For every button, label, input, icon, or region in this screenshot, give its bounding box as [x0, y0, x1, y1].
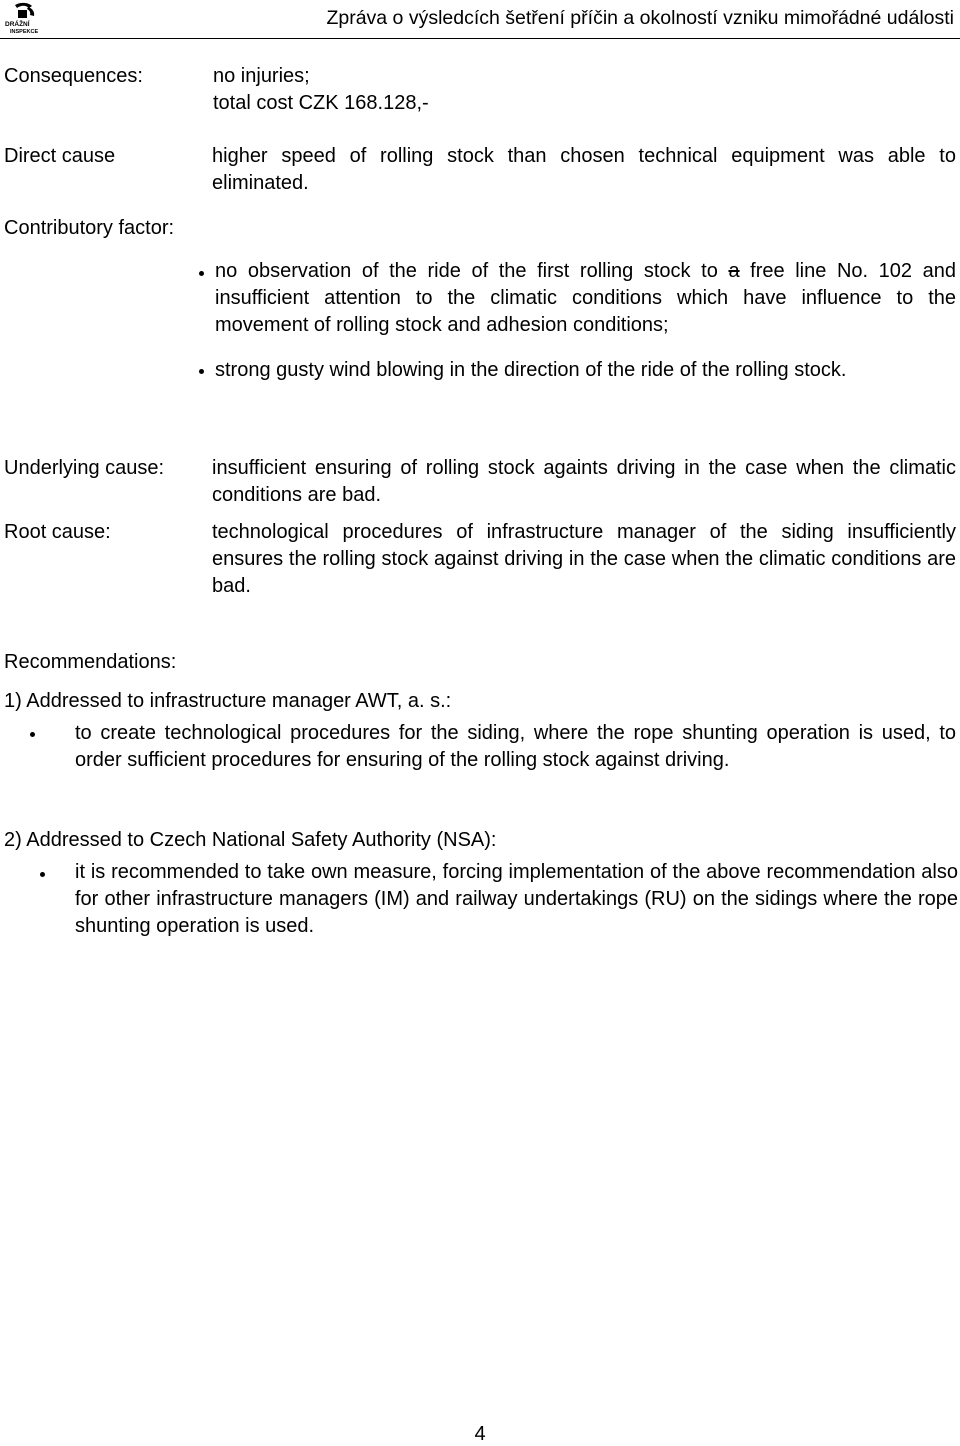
recommendations-label: Recommendations: [4, 651, 177, 673]
root-cause-text: technological procedures of infrastructure manager of the siding insufficiently ensures the rolling stock against driving in the case when the climatic conditions are bad. [212, 521, 956, 597]
contributory-item-1-before: no observation of the ride of the first rolling stock to [215, 260, 729, 282]
recommendation-1-item: to create technological procedures for the siding, where the rope shunting operation is used, to order sufficient procedures for ensuring of the rolling stock against driving. [75, 722, 956, 771]
contributory-item-1-struck: a [728, 260, 740, 282]
recommendation-2-bullet [40, 872, 45, 877]
report-title: Zpráva o výsledcích šetření příčin a okolností vzniku mimořádné události [326, 7, 954, 29]
contributory-bullet-2 [199, 369, 204, 374]
consequences-line-1: no injuries; [213, 65, 310, 87]
root-cause-label: Root cause: [4, 521, 111, 543]
recommendation-2-heading: 2) Addressed to Czech National Safety Authority (NSA): [4, 829, 497, 851]
direct-cause-label: Direct cause [4, 145, 116, 167]
consequences-label: Consequences: [4, 65, 143, 87]
drazni-inspekce-logo [2, 2, 42, 34]
logo-text-top: DRÁŽNÍ [5, 21, 30, 28]
page-number: 4 [474, 1423, 486, 1445]
consequences-line-2: total cost CZK 168.128,- [213, 92, 429, 114]
recommendation-1-heading: 1) Addressed to infrastructure manager AWT, a. s.: [4, 690, 452, 712]
contributory-item-2: strong gusty wind blowing in the direction of the ride of the rolling stock. [215, 359, 847, 381]
contributory-item-1 [215, 258, 956, 339]
underlying-cause-text: insufficient ensuring of rolling stock againts driving in the case when the climatic conditions are bad. [212, 457, 956, 506]
header-divider [0, 38, 960, 39]
page-header [0, 0, 960, 40]
contributory-item-1-after: free line No. 102 and insufficient attention to the climatic conditions which have influence to the movement of rolling stock and adhesion conditions; [215, 260, 956, 336]
direct-cause-text: higher speed of rolling stock than chosen technical equipment was able to eliminated. [212, 145, 956, 194]
recommendation-2-item: it is recommended to take own measure, forcing implementation of the above recommendation also for other infrastructure managers (IM) and railway undertakings (RU) on the sidings where the rope shunting operation is used. [75, 861, 958, 937]
underlying-cause-label: Underlying cause: [4, 457, 165, 479]
logo-text-bottom: INSPEKCE [10, 29, 39, 34]
recommendation-1-bullet [30, 732, 35, 737]
contributory-bullet-1 [199, 271, 204, 276]
contributory-factor-label: Contributory factor: [4, 217, 175, 239]
